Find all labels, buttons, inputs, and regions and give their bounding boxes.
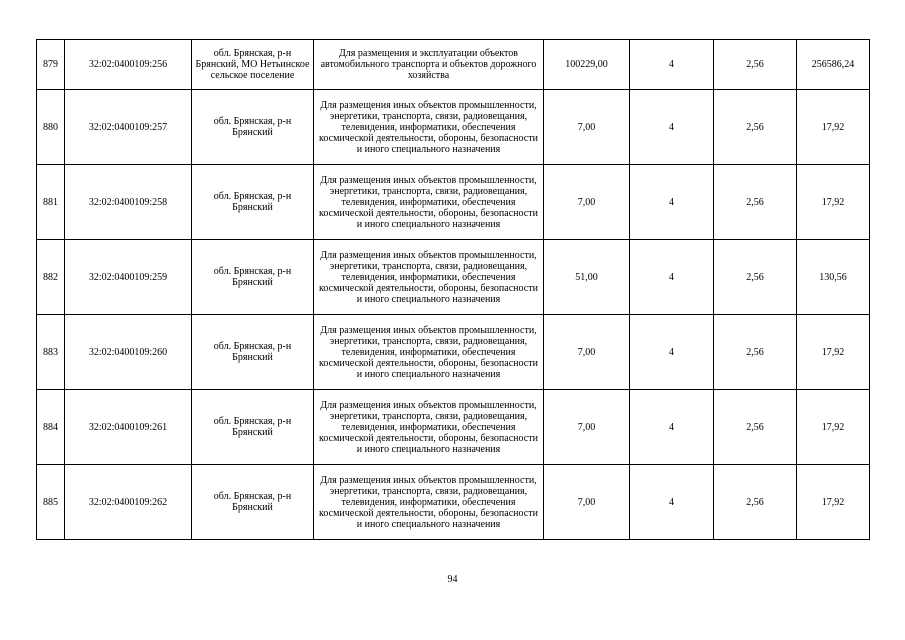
value-cell: 17,92: [797, 165, 870, 240]
address-cell: обл. Брянская, р-н Брянский: [192, 465, 314, 540]
row-number-cell: 880: [37, 90, 65, 165]
land-plots-table: [36, 39, 870, 540]
table-row: [37, 390, 870, 465]
purpose-cell: Для размещения иных объектов промышленности, энергетики, транспорта, связи, радиовещания, телевидения, информатики, обеспечения космической деятельности, обороны, безопасности и иного специального назначения: [314, 240, 544, 315]
row-number-cell: 882: [37, 240, 65, 315]
address-cell: обл. Брянская, р-н Брянский, МО Нетьинское сельское поселение: [192, 40, 314, 90]
table-row: [37, 465, 870, 540]
cadastral-number-cell: 32:02:0400109:256: [65, 40, 192, 90]
page-number: 94: [447, 574, 458, 585]
rate-cell: 2,56: [714, 315, 797, 390]
cadastral-number-cell: 32:02:0400109:262: [65, 465, 192, 540]
row-number-cell: 884: [37, 390, 65, 465]
row-number-cell: 879: [37, 40, 65, 90]
purpose-cell: Для размещения и эксплуатации объектов автомобильного транспорта и объектов дорожного хозяйства: [314, 40, 544, 90]
value-cell: 17,92: [797, 90, 870, 165]
value-cell: 256586,24: [797, 40, 870, 90]
rate-cell: 2,56: [714, 240, 797, 315]
table-row: [37, 90, 870, 165]
purpose-cell: Для размещения иных объектов промышленности, энергетики, транспорта, связи, радиовещания, телевидения, информатики, обеспечения космической деятельности, обороны, безопасности и иного специального назначения: [314, 465, 544, 540]
table-row: [37, 315, 870, 390]
value-cell: 130,56: [797, 240, 870, 315]
purpose-cell: Для размещения иных объектов промышленности, энергетики, транспорта, связи, радиовещания, телевидения, информатики, обеспечения космической деятельности, обороны, безопасности и иного специального назначения: [314, 165, 544, 240]
group-cell: 4: [630, 315, 714, 390]
cadastral-number-cell: 32:02:0400109:259: [65, 240, 192, 315]
cadastral-number-cell: 32:02:0400109:257: [65, 90, 192, 165]
group-cell: 4: [630, 165, 714, 240]
rate-cell: 2,56: [714, 165, 797, 240]
value-cell: 17,92: [797, 390, 870, 465]
area-cell: 7,00: [544, 315, 630, 390]
group-cell: 4: [630, 390, 714, 465]
row-number-cell: 881: [37, 165, 65, 240]
cadastral-number-cell: 32:02:0400109:261: [65, 390, 192, 465]
address-cell: обл. Брянская, р-н Брянский: [192, 165, 314, 240]
area-cell: 7,00: [544, 390, 630, 465]
table-row: [37, 165, 870, 240]
group-cell: 4: [630, 240, 714, 315]
rate-cell: 2,56: [714, 90, 797, 165]
purpose-cell: Для размещения иных объектов промышленности, энергетики, транспорта, связи, радиовещания, телевидения, информатики, обеспечения космической деятельности, обороны, безопасности и иного специального назначения: [314, 315, 544, 390]
value-cell: 17,92: [797, 315, 870, 390]
table-row: [37, 240, 870, 315]
area-cell: 100229,00: [544, 40, 630, 90]
cadastral-number-cell: 32:02:0400109:260: [65, 315, 192, 390]
address-cell: обл. Брянская, р-н Брянский: [192, 90, 314, 165]
group-cell: 4: [630, 465, 714, 540]
purpose-cell: Для размещения иных объектов промышленности, энергетики, транспорта, связи, радиовещания, телевидения, информатики, обеспечения космической деятельности, обороны, безопасности и иного специального назначения: [314, 90, 544, 165]
rate-cell: 2,56: [714, 390, 797, 465]
area-cell: 51,00: [544, 240, 630, 315]
purpose-cell: Для размещения иных объектов промышленности, энергетики, транспорта, связи, радиовещания, телевидения, информатики, обеспечения космической деятельности, обороны, безопасности и иного специального назначения: [314, 390, 544, 465]
group-cell: 4: [630, 90, 714, 165]
area-cell: 7,00: [544, 165, 630, 240]
address-cell: обл. Брянская, р-н Брянский: [192, 315, 314, 390]
group-cell: 4: [630, 40, 714, 90]
address-cell: обл. Брянская, р-н Брянский: [192, 240, 314, 315]
cadastral-number-cell: 32:02:0400109:258: [65, 165, 192, 240]
area-cell: 7,00: [544, 465, 630, 540]
area-cell: 7,00: [544, 90, 630, 165]
rate-cell: 2,56: [714, 40, 797, 90]
value-cell: 17,92: [797, 465, 870, 540]
rate-cell: 2,56: [714, 465, 797, 540]
table-row: [37, 40, 870, 90]
row-number-cell: 883: [37, 315, 65, 390]
address-cell: обл. Брянская, р-н Брянский: [192, 390, 314, 465]
row-number-cell: 885: [37, 465, 65, 540]
